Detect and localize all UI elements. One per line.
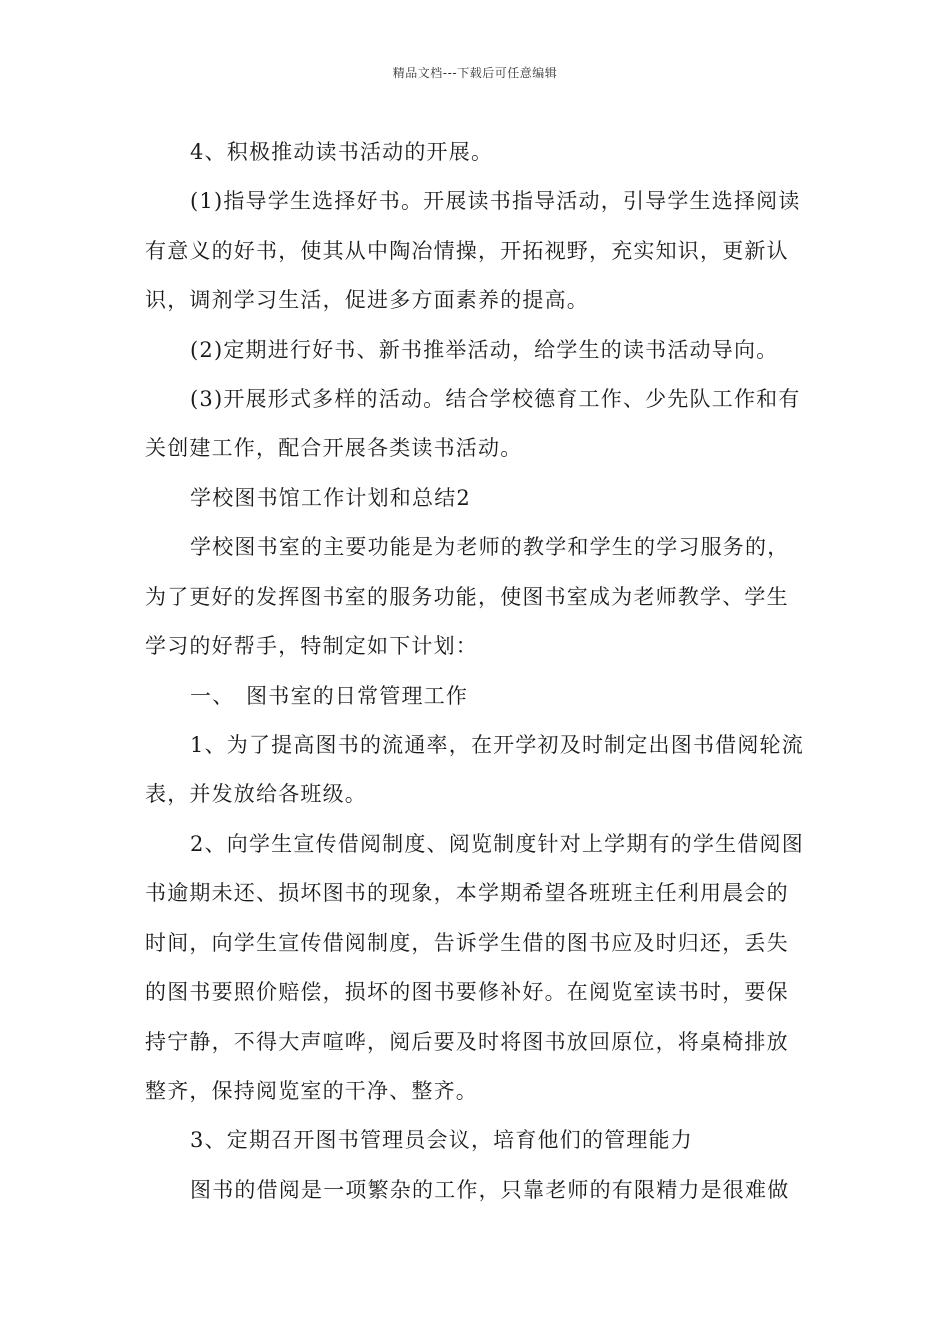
text-line: 持宁静，不得大声喧哗，阅后要及时将图书放回原位，将桌椅排放 [145, 1030, 789, 1054]
text-line: 表，并发放给各班级。 [145, 782, 367, 806]
text-line: 关创建工作，配合开展各类读书活动。 [145, 436, 523, 460]
text-line: 为了更好的发挥图书室的服务功能，使图书室成为老师教学、学生 [145, 585, 789, 609]
text-line: 有意义的好书，使其从中陶冶情操，开拓视野，充实知识，更新认 [145, 239, 789, 263]
text-line: 图书的借阅是一项繁杂的工作，只靠老师的有限精力是很难做 [190, 1178, 790, 1202]
text-line: 书逾期未还、损坏图书的现象，本学期希望各班班主任利用晨会的 [145, 881, 789, 905]
text-line: 时间，向学生宣传借阅制度，告诉学生借的图书应及时归还，丢失 [145, 931, 789, 955]
text-line: 学习的好帮手，特制定如下计划： [145, 634, 478, 658]
text-line: (2)定期进行好书、新书推举活动，给学生的读书活动导向。 [190, 338, 779, 362]
text-line: 3、定期召开图书管理员会议，培育他们的管理能力 [190, 1128, 693, 1152]
text-line: 4、积极推动读书活动的开展。 [190, 140, 494, 164]
text-line: 的图书要照价赔偿，损坏的图书要修补好。在阅览室读书时，要保 [145, 980, 789, 1004]
text-line: (3)开展形式多样的活动。结合学校德育工作、少先队工作和有 [190, 387, 801, 411]
text-line: 学校图书室的主要功能是为老师的教学和学生的学习服务的， [190, 535, 790, 559]
subsection-title: 一、 图书室的日常管理工作 [190, 684, 469, 708]
page-header: 精品文档---下载后可任意编辑 [392, 66, 558, 80]
text-line: 1、为了提高图书的流通率，在开学初及时制定出图书借阅轮流 [190, 733, 804, 757]
text-line: 识，调剂学习生活，促进多方面素养的提高。 [145, 288, 589, 312]
section-title: 学校图书馆工作计划和总结2 [190, 486, 471, 510]
text-line: (1)指导学生选择好书。开展读书指导活动，引导学生选择阅读 [190, 189, 801, 213]
text-line: 整齐，保持阅览室的干净、整齐。 [145, 1079, 478, 1103]
text-line: 2、向学生宣传借阅制度、阅览制度针对上学期有的学生借阅图 [190, 832, 804, 856]
